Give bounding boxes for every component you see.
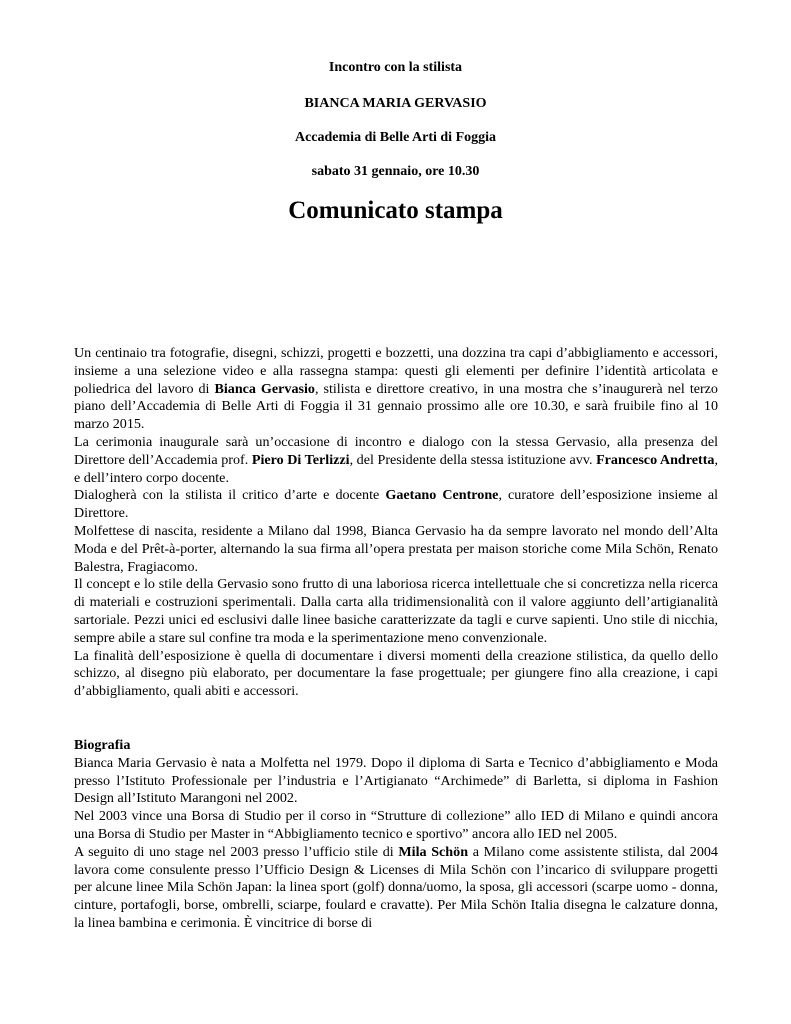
paragraph-ceremony [74, 434, 718, 487]
header-date: sabato 31 gennaio, ore 10.30 [311, 164, 480, 179]
bold-name: Gaetano Centrone [385, 487, 499, 504]
text-run: Un centinaio tra fotografie, disegni, schizzi, progetti e bozzetti, una dozzina tra capi d’abbigliamento e accessori, insieme a una selezione video e alla rassegna stampa: questi gli elementi per definire l’identità articolata e poliedrica del lavoro di [74, 345, 718, 397]
text-run: a Milano come assistente stilista, dal 2004 lavora come consulente presso l’Ufficio Design & Licenses di Mila Schön con l’incarico di sviluppare progetti per alcune linee Mila Schön Japan: la linea sport (golf) donna/uomo, la sposa, gli accessori (scarpe uomo - donna, cinture, portafogli, borse, ombrelli, sciarpe, foulard e cravatte). Per Mila Schön Italia disegna le calzature donna, la linea bambina e cerimonia. È vincitrice di borse di [74, 843, 718, 931]
header-event-line: Incontro con la stilista [328, 60, 463, 75]
biography-paragraph-birth: Bianca Maria Gervasio è nata a Molfetta nel 1979. Dopo il diploma di Sarta e Tecnico d’abbigliamento e Moda presso l’Istituto Professionale per l’industria e l’Artigianato “Archimede” di Barletta, si diploma in Fashion Design all’Istituto Marangoni nel 2002. [74, 754, 718, 807]
paragraph-concept: Il concept e lo stile della Gervasio sono frutto di una laboriosa ricerca intellettuale che si concretizza nella ricerca di materiali e costruzioni sperimentali. Dalla carta alla tridimensionalità con il valore aggiunto dell’artigianalità sartoriale. Pezzi unici ed esclusivi dalle linee basiche caratterizzate da tagli e curve sapienti. Uno stile di nicchia, sempre abile a stare sul confine tra moda e la sperimentazione meno convenzionale. [74, 576, 718, 646]
press-release-body [74, 345, 718, 933]
text-run: , e dell’intero corpo docente. [74, 451, 718, 486]
paragraph-purpose: La finalità dell’esposizione è quella di documentare i diversi momenti della creazione stilistica, da quello dello schizzo, al disegno più elaborato, per documentare la fase progettuale; per giungere fino alla creazione, i capi d’abbigliamento, quali abiti e accessori. [74, 647, 718, 700]
bold-name: Bianca Gervasio [214, 380, 315, 397]
bold-name: Mila Schön [398, 843, 469, 860]
text-run: , stilista e direttore creativo, in una mostra che s’inaugurerà nel terzo piano dell’Accademia di Belle Arti di Foggia il 31 gennaio prossimo alle ore 10.30, e sarà fruibile fino al 10 marzo 2015. [74, 380, 718, 433]
paragraph-dialogue [74, 487, 718, 523]
header-designer-name: BIANCA MARIA GERVASIO [304, 96, 487, 111]
text-run: A seguito di uno stage nel 2003 presso l’ufficio stile di [74, 843, 399, 860]
biography-paragraph-scholarship: Nel 2003 vince una Borsa di Studio per il corso in “Strutture di collezione” allo IED di Milano e quindi ancora una Borsa di Studio per Master in “Abbigliamento tecnico e sportivo” ancora allo IED nel 2005. [74, 808, 718, 842]
paragraph-origin: Molfettese di nascita, residente a Milano dal 1998, Bianca Gervasio ha da sempre lavorato nel mondo dell’Alta Moda e del Prêt-à-porter, alternando la sua firma all’opera prestata per maison storiche come Mila Schön, Renato Balestra, Fragiacomo. [74, 522, 718, 575]
biography-heading: Biografia [74, 736, 131, 753]
biography-paragraph-career [74, 844, 718, 933]
bold-name: Piero Di Terlizzi [251, 451, 350, 468]
bold-name: Francesco Andretta [596, 451, 715, 468]
text-run: , curatore dell’esposizione insieme al Direttore. [74, 487, 718, 522]
paragraph-intro [74, 345, 718, 434]
text-run: La cerimonia inaugurale sarà un’occasione di incontro e dialogo con la stessa Gervasio, alla presenza del Direttore dell’Accademia prof. [74, 433, 718, 468]
page-title: Comunicato stampa [288, 197, 503, 224]
header-venue: Accademia di Belle Arti di Foggia [294, 130, 497, 145]
text-run: Dialogherà con la stilista il critico d’arte e docente [74, 487, 386, 504]
text-run: , del Presidente della stessa istituzione avv. [349, 451, 597, 468]
